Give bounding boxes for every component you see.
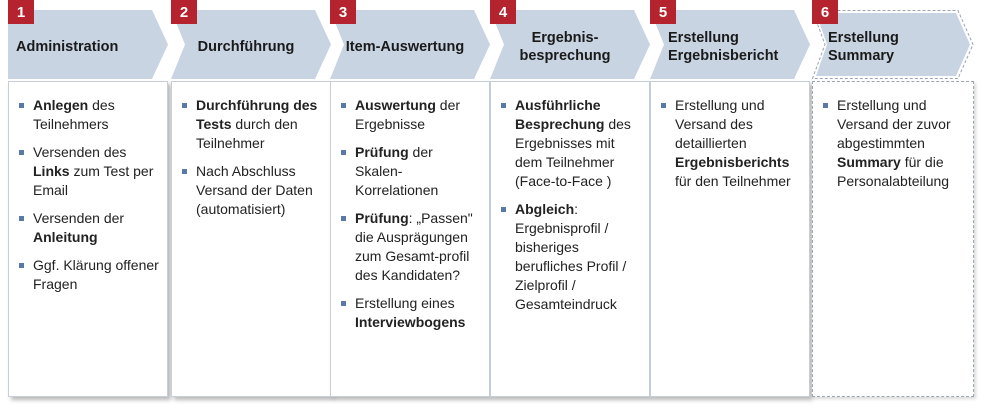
step-description-box: [650, 81, 810, 397]
bold-text: Prüfung: [355, 144, 409, 160]
item-text: für den Teilnehmer: [675, 173, 791, 189]
item-text: durch den Teilnehmer: [196, 116, 298, 151]
step-number-badge: 3: [330, 0, 356, 24]
item-text: Versenden des: [33, 144, 127, 160]
item-text: Ggf. Klärung offener Fragen: [33, 257, 159, 292]
step-description-box: [812, 81, 974, 397]
step-title: Erstellung Ergebnisbericht: [668, 30, 779, 64]
step-4: [490, 0, 650, 405]
bold-text: Anlegen: [33, 97, 89, 113]
bold-text: Ergebnisberichts: [675, 154, 790, 170]
item-text: des Teilnehmers: [33, 97, 115, 132]
bullet-item: [339, 143, 481, 200]
bullet-item: [180, 162, 322, 219]
item-text: für die Personalabteilung: [837, 154, 950, 189]
step-number-badge: 6: [812, 0, 838, 24]
step-title: Item-Auswertung: [345, 39, 465, 55]
step-title: Administration: [16, 39, 119, 55]
step-description-box: [490, 81, 650, 397]
bullet-item: [339, 294, 481, 332]
step-number-badge: 1: [8, 0, 34, 24]
step-title: Ergebnis-besprechung: [519, 30, 611, 64]
step-title: Erstellung Summary: [828, 30, 899, 64]
bold-text: Durchführung des Tests: [196, 97, 318, 132]
bullet-item: [180, 96, 322, 153]
step-description-box: [171, 81, 331, 397]
step-2: [171, 0, 331, 405]
bold-text: Interviewbogens: [355, 314, 466, 330]
bold-text: Ausführliche Besprechung: [515, 97, 605, 132]
bullet-item: [17, 256, 159, 294]
bullet-item: [17, 143, 159, 200]
bullet-item: [821, 96, 965, 191]
bold-text: Links: [33, 163, 70, 179]
step-description-box: [8, 81, 168, 397]
bold-text: Prüfung: [355, 210, 409, 226]
item-text: Erstellung eines: [355, 295, 455, 311]
bullet-item: [17, 96, 159, 134]
item-text: Erstellung und Versand der zuvor abgestimmten: [837, 97, 951, 151]
step-6: [812, 0, 974, 405]
bullet-item: [499, 200, 641, 314]
bold-text: Summary: [837, 154, 901, 170]
item-text: : Ergebnisprofil / bisheriges berufliches Profil / Zielprofil / Gesamteindruck: [515, 201, 627, 312]
item-text: des Ergebnisses mit dem Teilnehmer (Face-to-Face ): [515, 116, 631, 189]
step-3: [330, 0, 490, 405]
step-number-badge: 4: [490, 0, 516, 24]
step-number-badge: 2: [171, 0, 197, 24]
item-text: der Skalen-Korrelationen: [355, 144, 439, 198]
bullet-item: [339, 96, 481, 134]
bullet-item: [659, 96, 801, 191]
item-text: Nach Abschluss Versand der Daten (automatisiert): [196, 163, 313, 217]
step-5: [650, 0, 810, 405]
bold-text: Auswertung: [355, 97, 436, 113]
item-text: Erstellung und Versand des detaillierten: [675, 97, 765, 151]
item-text: : „Passen" die Ausprägungen zum Gesamt-profil des Kandidaten?: [355, 210, 473, 283]
step-description-box: [330, 81, 490, 397]
step-title: Durchführung: [197, 39, 295, 55]
bold-text: Abgleich: [515, 201, 575, 217]
bullet-item: [17, 209, 159, 247]
step-number-badge: 5: [650, 0, 676, 24]
bold-text: Anleitung: [33, 229, 98, 245]
bullet-item: [499, 96, 641, 191]
item-text: zum Test per Email: [33, 163, 154, 198]
item-text: der Ergebnisse: [355, 97, 461, 132]
item-text: Versenden der: [33, 210, 125, 226]
step-1: [8, 0, 168, 405]
bullet-item: [339, 209, 481, 285]
